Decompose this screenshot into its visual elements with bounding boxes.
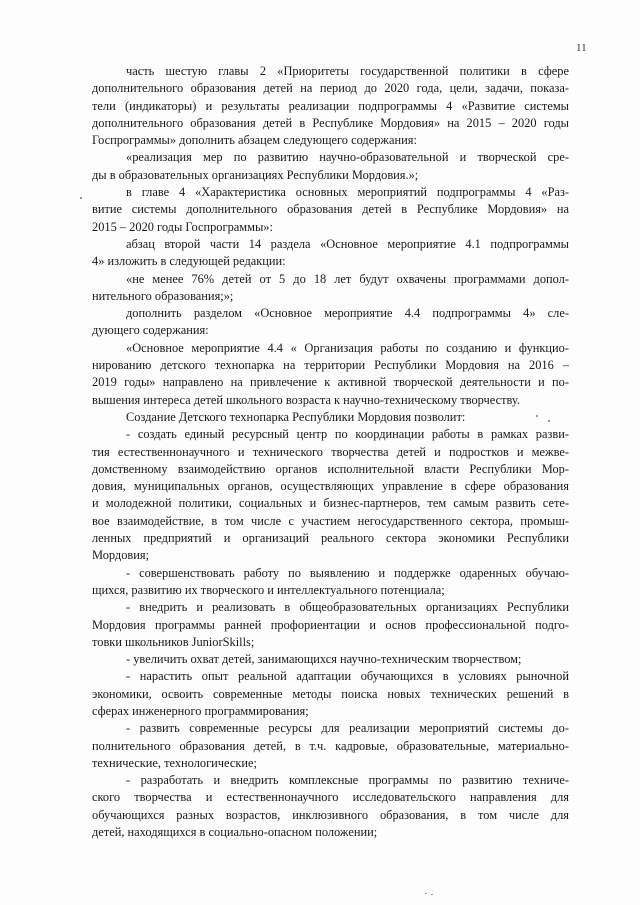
- scan-speck: [536, 415, 538, 417]
- scan-speck: [80, 197, 82, 199]
- text-line: Мордовия;: [92, 548, 150, 563]
- text-line: «не менее 76% детей от 5 до 18 лет будут охвачены программами допол-: [126, 271, 569, 286]
- text-line: 2015 – 2020 годы Госпрограммы»:: [92, 219, 273, 234]
- text-line: довия, муниципальных органов, осуществляющих управление в сфере образования: [92, 479, 569, 494]
- text-line: дополнительного образования детей в Республике Мордовия» на 2015 – 2020 годы: [92, 115, 569, 130]
- text-line: сферах инженерного программирования;: [92, 703, 309, 718]
- text-line: и молодежной политики, социальных и бизнес-партнеров, тем самым развить сете-: [92, 496, 569, 511]
- text-line: Госпрограммы» дополнить абзацем следующего содержания:: [92, 133, 417, 148]
- text-line: абзац второй части 14 раздела «Основное мероприятие 4.1 подпрограммы: [126, 236, 569, 251]
- text-line: ского творчества и естественнонаучного исследовательского направления для: [92, 790, 569, 805]
- text-line: - создать единый ресурсный центр по координации работы в рамках разви-: [126, 427, 569, 442]
- text-line: тели (индикаторы) и результаты реализации подпрограммы 4 «Развитие системы: [92, 98, 569, 113]
- text-line: - разработать и внедрить комплексные программы по развитию техниче-: [126, 773, 569, 788]
- text-line: витие системы дополнительного образования детей в Республике Мордовия» на: [92, 202, 569, 217]
- page-number: 11: [576, 42, 587, 54]
- text-line: дополнить разделом «Основное мероприятие 4.4 подпрограммы 4» сле-: [126, 306, 569, 321]
- text-line: - увеличить охват детей, занимающихся научно-техническим творчеством;: [126, 652, 522, 667]
- text-line: тия естественнонаучного и технического творчества детей и подростков и межве-: [92, 444, 569, 459]
- text-line: - развить современные ресурсы для реализации мероприятий системы до-: [126, 721, 569, 736]
- text-line: вышения интереса детей школьного возраста к научно-техническому творчеству.: [92, 392, 520, 407]
- text-line: «Основное мероприятие 4.4 « Организация работы по созданию и функцио-: [126, 340, 569, 355]
- text-line: детей, находящихся в социально-опасном положении;: [92, 825, 378, 840]
- scan-speck: [548, 420, 550, 422]
- text-line: 4» изложить в следующей редакции:: [92, 254, 286, 269]
- text-line: щихся, развитию их творческого и интеллектуального потенциала;: [92, 582, 445, 597]
- document-body: [92, 63, 569, 841]
- text-line: - внедрить и реализовать в общеобразовательных организациях Республики: [126, 600, 569, 615]
- text-line: - совершенствовать работу по выявлению и поддержке одаренных обучаю-: [126, 565, 569, 580]
- text-line: ленных предприятий и организаций реального сектора экономики Республики: [92, 531, 569, 546]
- text-line: Мордовия программы ранней профориентации и основ профессиональной подго-: [92, 617, 569, 632]
- text-line: дополнительного образования детей на период до 2020 года, цели, задачи, показа-: [92, 81, 569, 96]
- scan-speck: [431, 894, 433, 895]
- text-line: технические, технологические;: [92, 755, 257, 770]
- text-line: - нарастить опыт реальной адаптации обучающихся в условиях рыночной: [126, 669, 569, 684]
- text-line: часть шестую главы 2 «Приоритеты государственной политики в сфере: [126, 64, 569, 78]
- text-line: Создание Детского технопарка Республики Мордовия позволит:: [126, 409, 466, 424]
- text-line: 2019 годы» направлено на привлечение к активной творческой деятельности и по-: [92, 375, 569, 390]
- text-line: ды в образовательных организациях Республики Мордовия.»;: [92, 167, 419, 182]
- text-line: в главе 4 «Характеристика основных мероприятий подпрограммы 4 «Раз-: [126, 185, 569, 200]
- scan-speck: [425, 893, 427, 894]
- text-line: товки школьников JuniorSkills;: [92, 634, 255, 649]
- text-line: «реализация мер по развитию научно-образовательной и творческой сре-: [126, 150, 569, 165]
- text-line: вое взаимодействие, в том числе с участием негосударственного сектора, промыш-: [92, 513, 569, 528]
- text-line: дующего содержания:: [92, 323, 209, 338]
- text-line: нительного образования;»;: [92, 288, 234, 303]
- text-line: обучающихся разных возрастов, инклюзивного образования, в том числе для: [92, 807, 569, 822]
- text-line: домственному взаимодействию органов исполнительной власти Республики Мор-: [92, 461, 569, 476]
- text-line: экономики, освоить современные методы поиска новых технических решений в: [92, 686, 569, 701]
- text-line: нированию детского технопарка на территории Республики Мордовия на 2016 –: [92, 358, 569, 373]
- text-line: полнительного образования детей, в т.ч. кадровые, образовательные, материально-: [92, 738, 569, 753]
